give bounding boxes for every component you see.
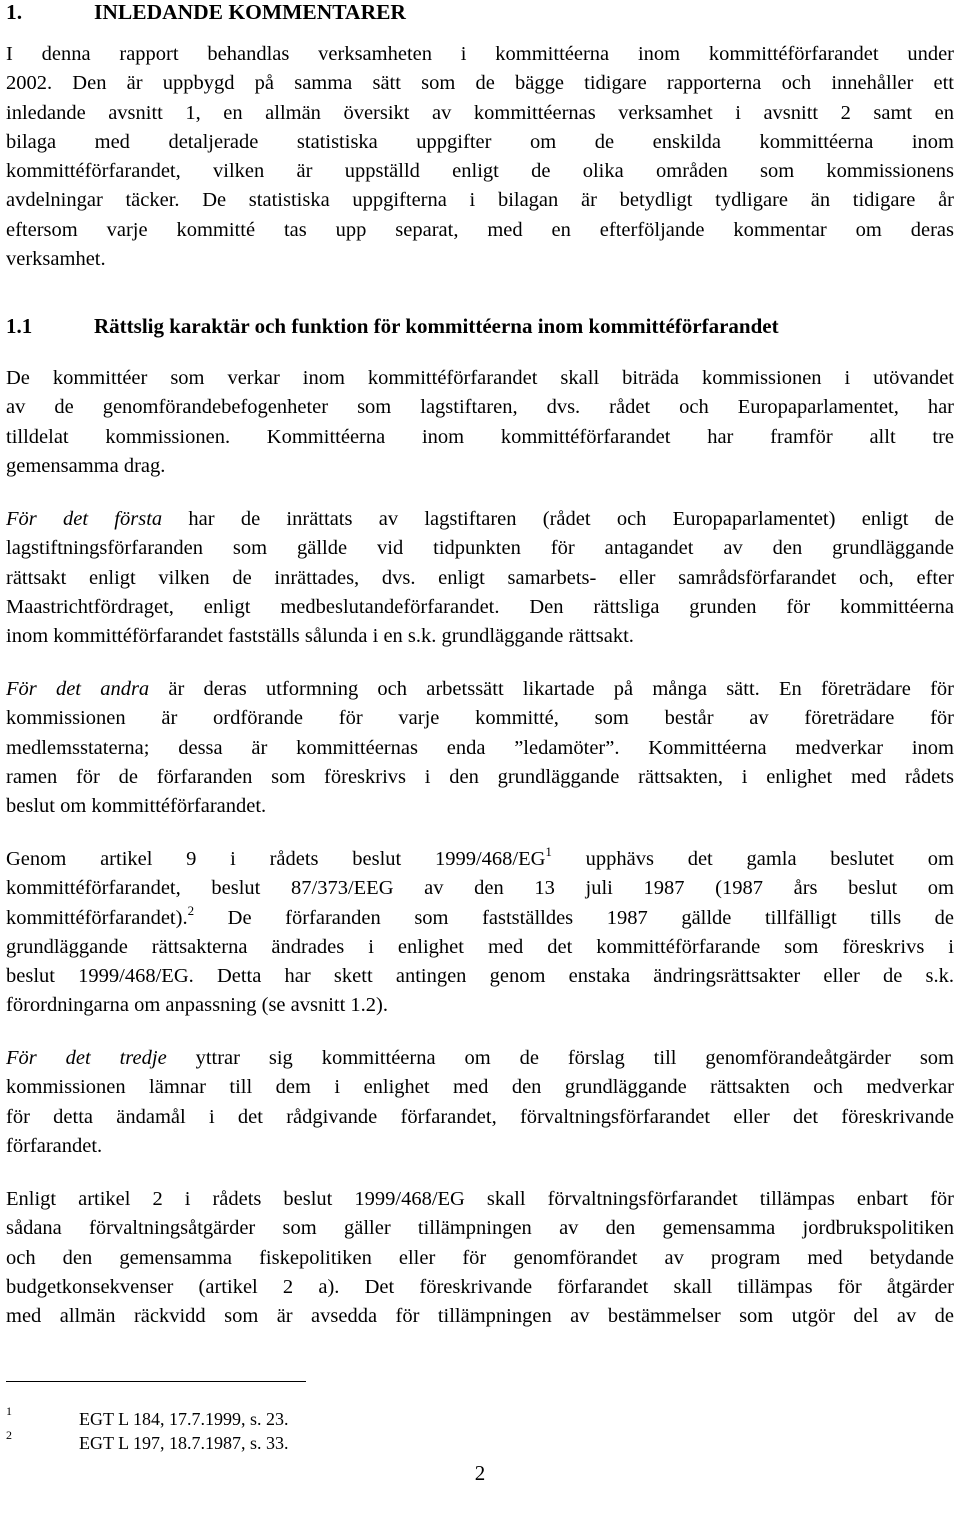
- section-heading: [6, 0, 954, 27]
- text-line: De kommittéer som verkar inom kommittéförfarandet skall biträda kommissionen i utövandet: [6, 367, 954, 389]
- text-line: kommittéförfarandet).$^2$ De förfaranden som fastställdes 1987 gällde tillfälligt tills de: [6, 902, 954, 929]
- text-line: kommittéförfarandet, beslut 87/373/EEG av den 13 juli 1987 (1987 års beslut om: [6, 877, 954, 900]
- page-number: 2: [474, 1461, 486, 1485]
- footnote-separator: [6, 1381, 306, 1382]
- text-line: grundläggande rättsakterna ändrades i enlighet med det kommittéförfarande som föreskrivs i: [6, 935, 954, 958]
- text-line: I denna rapport behandlas verksamheten i kommittéerna inom kommittéförfarandet under: [6, 43, 954, 65]
- text-line: För det tredje yttrar sig kommittéerna om de förslag till genomförandeåtgärder som: [6, 1047, 954, 1069]
- paragraph-3: [6, 675, 954, 821]
- text-line: avdelningar täcker. De statistiska uppgifterna i bilagan är betydligt tydligare än tidigare år: [6, 189, 954, 212]
- paragraph-2: [6, 505, 954, 651]
- text-line: sådana förvaltningsåtgärder som gäller tillämpningen av den gemensamma jordbrukspolitiken: [6, 1217, 954, 1240]
- footnote-text: EGT L 197, 18.7.1987, s. 33.: [79, 1433, 289, 1453]
- text-line: gemensamma drag.: [6, 454, 166, 477]
- text-line: rättsakt enligt vilken de inrättades, dvs. enligt samarbets- eller samrådsförfarandet och, efter: [6, 566, 954, 589]
- text-line: förordningarna om anpassning (se avsnitt 1.2).: [6, 994, 389, 1017]
- footnote-mark: 1: [6, 1404, 12, 1418]
- subsection-heading: [6, 311, 954, 341]
- text-line: eftersom varje kommitté tas upp separat, med en efterföljande kommentar om deras: [6, 218, 954, 241]
- text-line: verksamhet.: [6, 248, 106, 271]
- text-line: och den gemensamma fiskepolitiken eller för genomförandet av program med betydande: [6, 1246, 954, 1269]
- text-line: med allmän räckvidd som är avsedda för tillämpningen av bestämmelser som utgör del av de: [6, 1305, 954, 1328]
- text-line: För det första har de inrättats av lagstiftaren (rådet och Europaparlamentet) enligt de: [6, 508, 954, 530]
- text-line: 2002. Den är uppbygd på samma sätt som de bägge tidigare rapporterna och innehåller ett: [6, 72, 954, 95]
- text-line: av de genomförandebefogenheter som lagstiftaren, dvs. rådet och Europaparlamentet, har: [6, 396, 954, 419]
- paragraph-5: [6, 1044, 954, 1161]
- text-line: För det andra är deras utformning och arbetssätt likartade på många sätt. En företrädare för: [6, 678, 954, 700]
- text-line: kommissionen lämnar till dem i enlighet med den grundläggande rättsakten och medverkar: [6, 1076, 954, 1099]
- text-line: lagstiftningsförfaranden som gällde vid tidpunkten för antagandet av den grundläggande: [6, 537, 954, 560]
- text-line: kommissionen är ordförande för varje kommitté, som består av företrädare för: [6, 707, 954, 730]
- text-line: bilaga med detaljerade statistiska uppgifter om de enskilda kommittéerna inom: [6, 130, 954, 153]
- text-line: för detta ändamål i det rådgivande förfarandet, förvaltningsförfarandet eller det föreskrivande: [6, 1105, 954, 1128]
- text-line: kommittéförfarandet, vilken är uppställd enligt de olika områden som kommissionens: [6, 160, 954, 183]
- footnote-text: EGT L 184, 17.7.1999, s. 23.: [79, 1409, 289, 1429]
- paragraph-4: [6, 845, 954, 1021]
- text-line: medlemsstaterna; dessa är kommittéernas enda ”ledamöter”. Kommittéerna medverkar inom: [6, 736, 954, 759]
- section-number: 1.: [6, 0, 23, 24]
- footnote-ref: 1: [545, 844, 552, 860]
- subsection-title: Rättslig karaktär och funktion för kommittéerna inom kommittéförfarandet: [94, 314, 779, 338]
- section-title: INLEDANDE KOMMENTARER: [94, 0, 406, 24]
- footnote-mark: 2: [6, 1428, 12, 1442]
- text-line: inledande avsnitt 1, en allmän översikt av kommittéernas verksamhet i avsnitt 2 samt en: [6, 101, 954, 124]
- text-line: ramen för de förfaranden som föreskrivs i den grundläggande rättsakten, i enlighet med rådets: [6, 765, 954, 788]
- text-line: Genom artikel 9 i rådets beslut $1999/468/EG^1$ upphävs det gamla beslutet om: [6, 844, 954, 870]
- text-line: beslut 1999/468/EG. Detta har skett antingen genom enstaka ändringsrättsakter eller de s.k.: [6, 965, 954, 988]
- italic-lead: För det tredje: [6, 1047, 167, 1069]
- text-line: Maastrichtfördraget, enligt medbeslutandeförfarandet. Den rättsliga grunden för kommittéerna: [6, 595, 954, 618]
- text-line: budgetkonsekvenser (artikel 2 a). Det föreskrivande förfarandet skall tillämpas för åtgärder: [6, 1275, 954, 1298]
- text-line: Enligt artikel 2 i rådets beslut 1999/468/EG skall förvaltningsförfarandet tillämpas enbart för: [6, 1188, 954, 1210]
- text-line: inom kommittéförfarandet fastställs sålunda i en s.k. grundläggande rättsakt.: [6, 625, 634, 648]
- text-line: beslut om kommittéförfarandet.: [6, 795, 267, 818]
- subsection-number: 1.1: [6, 314, 33, 338]
- text-line: tilldelat kommissionen. Kommittéerna inom kommittéförfarandet har framför allt tre: [6, 425, 954, 448]
- paragraph-6: [6, 1185, 954, 1331]
- italic-lead: För det första: [6, 508, 163, 530]
- paragraph-1: [6, 364, 954, 481]
- italic-lead: För det andra: [6, 678, 150, 700]
- intro-paragraph: [6, 40, 954, 274]
- footnote-ref: 2: [187, 902, 195, 918]
- text-line: förfarandet.: [6, 1134, 103, 1157]
